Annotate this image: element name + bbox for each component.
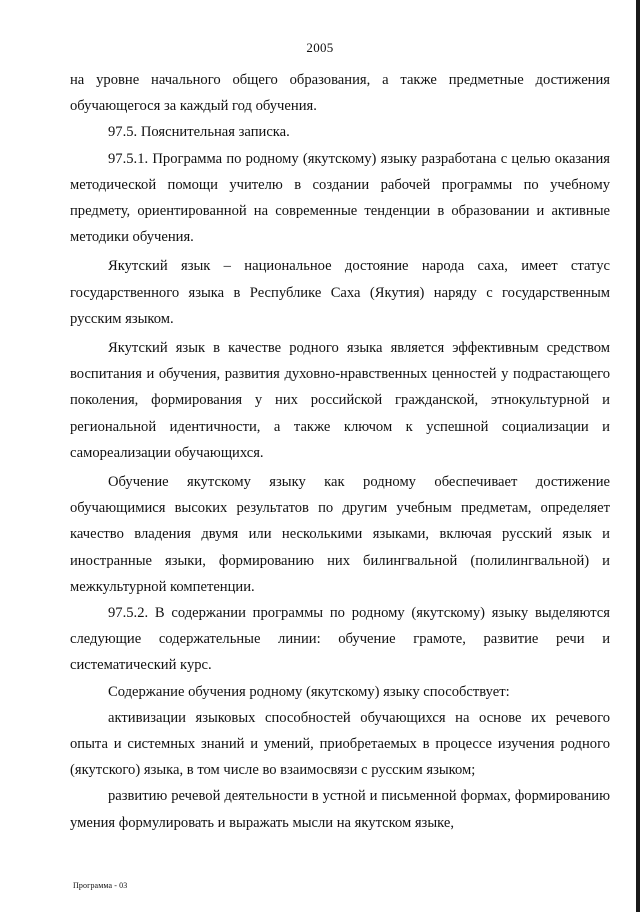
list-item-speech-development: развитию речевой деятельности в устной и письменной формах, формированию умения формулировать и выражать мысли на якутском языке, [70, 788, 610, 831]
document-body [70, 67, 610, 836]
paragraph-continuation: на уровне начального общего образования, а также предметные достижения обучающегося за каждый год обучения. [70, 72, 610, 115]
list-item-activation: активизации языковых способностей обучающихся на основе их речевого опыта и системных знаний и умений, приобретаемых в процессе изучения родного (якутского) языка, в том числе во взаимосвязи с русским языком; [70, 709, 610, 779]
paragraph-content-lines: 97.5.2. В содержании программы по родному (якутскому) языку выделяются следующие содержательные линии: обучение грамоте, развитие речи и систематический курс. [70, 605, 610, 674]
section-heading-explanatory-note: 97.5. Пояснительная записка. [108, 124, 290, 141]
footer-label: Программа - 03 [73, 881, 128, 890]
paragraph-content-intro: Содержание обучения родному (якутскому) языку способствует: [108, 683, 510, 700]
paragraph-language-status: Якутский язык – национальное достояние народа саха, имеет статус государственного языка в Республике Саха (Якутия) наряду с государственным русским языком. [70, 258, 610, 327]
paragraph-program-purpose: 97.5.1. Программа по родному (якутскому) языку разработана с целью оказания методической помощи учителю в создании рабочей программы по учебному предмету, ориентированной на современные тенденции в образовании и активные методики обучения. [70, 150, 610, 246]
paragraph-learning-outcomes: Обучение якутскому языку как родному обеспечивает достижение обучающимися высоких результатов по другим учебным предметам, определяет качество владения двумя или несколькими языками, включая русский язык и иностранные языки, формированию них билингвальной (полилингвальной) и межкультурной компетенции. [70, 474, 610, 595]
scan-edge [636, 0, 640, 912]
page-number: 2005 [306, 40, 334, 55]
paragraph-native-language-role: Якутский язык в качестве родного языка является эффективным средством воспитания и обучения, развития духовно-нравственных ценностей у подрастающего поколения, формирования у них российской гражданской, этнокультурной и региональной идентичности, а также ключом к успешной социализации и самореализации обучающихся. [70, 340, 610, 461]
